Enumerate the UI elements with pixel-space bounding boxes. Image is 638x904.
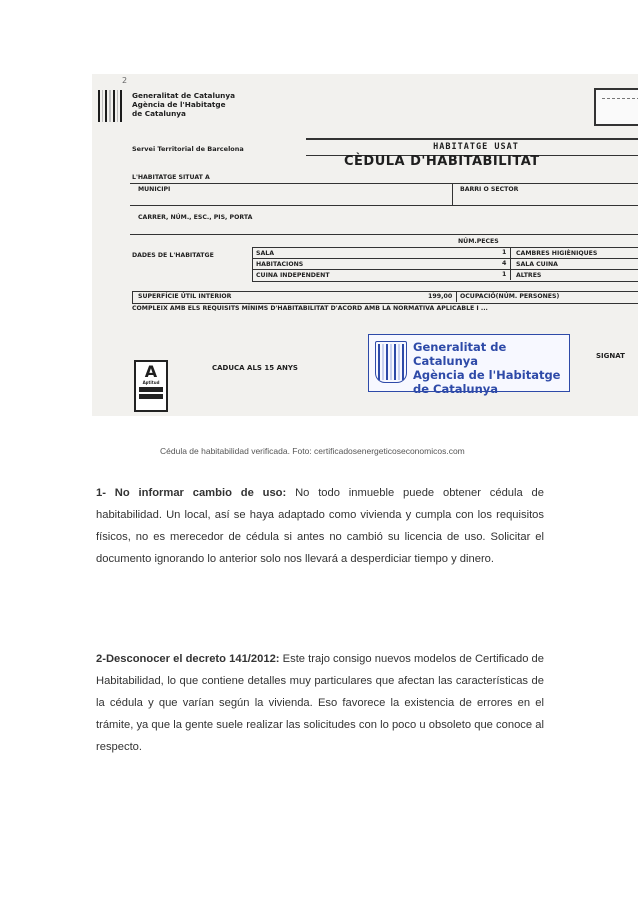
certificate-title: CÈDULA D'HABITABILITAT — [344, 154, 540, 169]
surface-value: 199,00 — [428, 293, 453, 300]
paragraph-lead: 2-Desconocer el decreto 141/2012: — [96, 653, 280, 665]
figure-caption: Cédula de habitabilidad verificada. Foto: certificadosenergeticoseconomicos.com — [160, 446, 465, 456]
official-stamp: Generalitat de Catalunya Agència de l'Habitatge de Catalunya — [368, 334, 570, 392]
room-name: HABITACIONS — [256, 261, 304, 268]
room-extra: ALTRES — [516, 272, 542, 279]
corner-mark: 2 — [122, 76, 128, 85]
signature-label: SIGNAT — [596, 352, 625, 360]
paragraph-text: Este trajo consigo nuevos modelos de Certificado de Habitabilidad, lo que contiene detalles muy particulares que afectan las características de la cédula y que varían según la vivienda. Eso favorece la existencia de errores en el trámite, ya que la gente suele realizar las solicitudes con lo poco u obsoleto que conoce al respecto. — [96, 653, 544, 753]
divider — [452, 183, 453, 205]
municipality-label: MUNICIPI — [138, 186, 171, 193]
stamp-crest-icon — [375, 341, 407, 383]
room-count-heading: NÚM.PECES — [458, 238, 499, 245]
paragraph-decree — [96, 648, 544, 758]
registry-box — [594, 88, 638, 126]
room-extra: CAMBRES HIGIÈNIQUES — [516, 250, 598, 257]
district-label: BARRI O SECTOR — [460, 186, 519, 193]
certificate-image — [92, 74, 638, 416]
divider — [252, 258, 638, 259]
room-count: 1 — [502, 249, 507, 256]
room-count: 4 — [502, 260, 507, 267]
aptitude-badge: A Aptitud — [134, 360, 168, 412]
paragraph-lead: 1- No informar cambio de uso: — [96, 487, 287, 499]
badge-stripe — [139, 394, 163, 399]
divider — [510, 247, 511, 280]
paragraph-change-of-use — [96, 482, 544, 570]
document-type: HABITATGE USAT — [306, 138, 638, 156]
paragraph-text: No todo inmueble puede obtener cédula de habitabilidad. Un local, así se haya adaptado como vivienda y cumpla con los requisitos físicos, no es merecedor de cédula si antes no cambió su licencia de uso. Solicitar el documento ignorando lo anterior solo nos llevará a desperdiciar tiempo y dinero. — [96, 487, 544, 565]
badge-stripe — [139, 387, 163, 392]
surface-label: SUPERFÍCIE ÚTIL INTERIOR — [138, 293, 232, 300]
housing-data-label: DADES DE L'HABITATGE — [132, 252, 214, 259]
divider — [130, 205, 638, 206]
room-name: CUINA INDEPENDENT — [256, 272, 330, 279]
location-heading: L'HABITATGE SITUAT A — [132, 174, 210, 181]
room-count: 1 — [502, 271, 507, 278]
divider — [130, 183, 638, 184]
compliance-statement: COMPLEIX AMB ELS REQUISITS MÍNIMS D'HABITABILITAT D'ACORD AMB LA NORMATIVA APLICABLE I ... — [132, 305, 488, 312]
room-name: SALA — [256, 250, 274, 257]
divider — [130, 234, 638, 235]
issuer-name: Generalitat de Catalunya Agència de l'Habitatge de Catalunya — [132, 91, 236, 118]
territorial-service: Servei Territorial de Barcelona — [132, 145, 244, 153]
divider — [252, 269, 638, 270]
generalitat-crest-icon — [96, 88, 124, 124]
room-extra: SALA CUINA — [516, 261, 558, 268]
address-label: CARRER, NÚM., ESC., PIS, PORTA — [138, 214, 253, 221]
divider — [456, 291, 457, 302]
expiry-note: CADUCA ALS 15 ANYS — [212, 364, 298, 372]
occupancy-label: OCUPACIÓ(NÚM. PERSONES) — [460, 293, 560, 300]
